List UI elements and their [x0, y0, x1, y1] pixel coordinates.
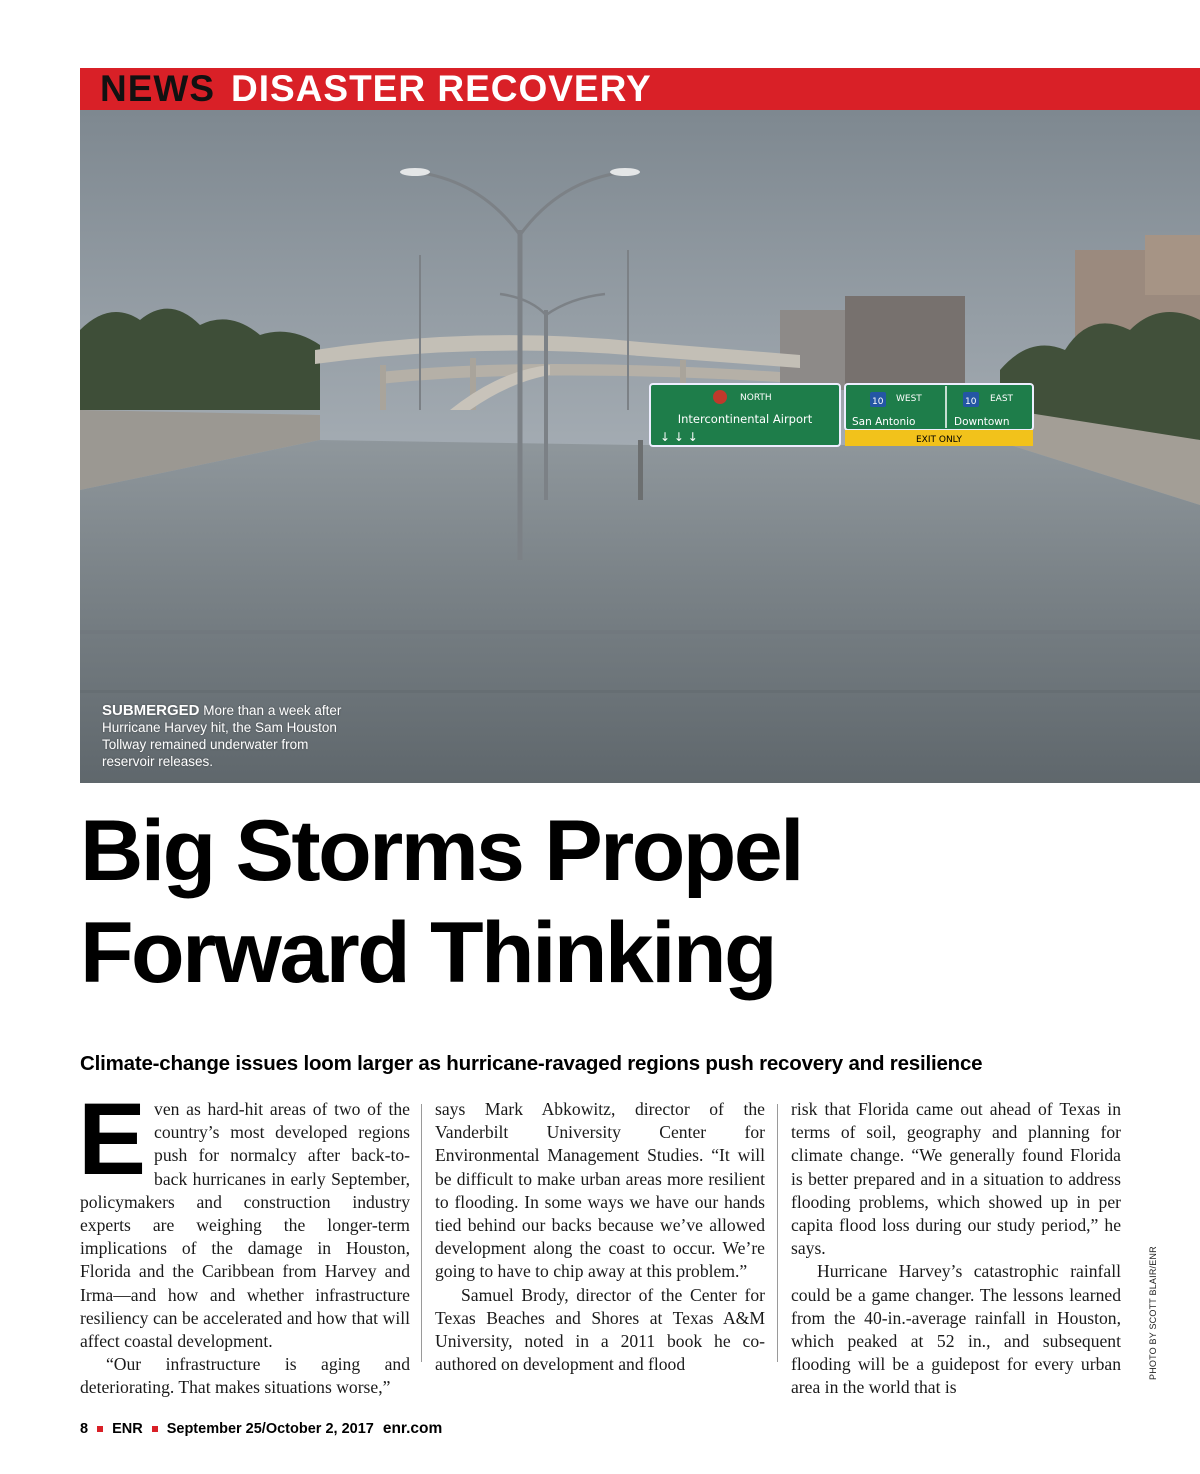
photo-illustration: [80, 110, 1200, 783]
headline: [80, 800, 1080, 1004]
section-label: NEWS: [100, 68, 215, 109]
headline-line-1: Big Storms Propel: [80, 803, 802, 899]
column-divider: [777, 1104, 778, 1362]
paragraph: Samuel Brody, director of the Center for Texas Beaches and Shores at Texas A&M University, noted in a 2011 book he co-authored on development and flood: [435, 1284, 765, 1375]
subsection-label: DISASTER RECOVERY: [231, 68, 652, 109]
dek: Climate-change issues loom larger as hurricane-ravaged regions push recovery and resilience: [80, 1052, 983, 1075]
photo-credit: PHOTO BY SCOTT BLAIR/ENR: [1148, 1246, 1158, 1380]
paragraph: “Our infrastructure is aging and deteriorating. That makes situations worse,”: [80, 1354, 410, 1398]
column-divider: [421, 1104, 422, 1362]
photo-caption: [102, 702, 362, 770]
interstate-number-west: 10: [872, 397, 884, 407]
column-3: [791, 1098, 1121, 1400]
caption-lead: SUBMERGED: [102, 702, 200, 719]
arrow-down-icon: ↓ ↓ ↓: [660, 430, 698, 444]
paragraph: Hurricane Harvey’s catastrophic rainfall could be a game changer. The lessons learned from the 40-in.-average rainfall in Houston, which peaked at 52 in., and subsequent flooding will be a guidepost for every urban area in the world that is: [791, 1261, 1121, 1398]
website: enr.com: [382, 1420, 443, 1437]
separator-square-icon: [97, 1426, 103, 1432]
route-8-shield-icon: [713, 390, 727, 404]
separator-square-icon: [152, 1426, 158, 1432]
paragraph: ven as hard-hit areas of two of the country’s most developed regions push for normalcy after back-to-back hurricanes in early September, policymakers and construction industry experts are weighing the longer-term implications of the damage in Houston, Florida and the Caribbean from Harvey and Irma—and how and whether infrastructure resiliency can be accelerated and how that will affect coastal development.: [80, 1099, 410, 1352]
headline-line-2: Forward Thinking: [80, 905, 776, 1001]
drop-cap: E: [78, 1082, 147, 1196]
east-destination: Downtown: [954, 416, 1010, 428]
lamp-left: [400, 168, 430, 176]
west-destination: San Antonio: [852, 416, 916, 428]
page-number: 8: [80, 1421, 89, 1437]
caption-text: More than a week after Hurricane Harvey hit, the Sam Houston Tollway remained underwater from reservoir releases.: [102, 703, 342, 769]
page-footer: [80, 1418, 442, 1440]
north-label: NORTH: [740, 393, 772, 403]
column-2: [435, 1098, 765, 1376]
magazine-name: ENR: [112, 1421, 143, 1437]
issue-date: September 25/October 2, 2017: [166, 1421, 374, 1437]
section-banner: [80, 68, 1200, 110]
paragraph: says Mark Abkowitz, director of the Vanderbilt University Center for Environmental Management Studies. “It will be difficult to make urban areas more resilient to flooding. In some ways we have our hands tied behind our backs because we’ve allowed development along the coast to occur. We’re going to have to chip away at this problem.”: [435, 1099, 765, 1282]
flooded-highway-photo: [80, 110, 1200, 783]
column-1: [78, 1082, 410, 1400]
lamp-right: [610, 168, 640, 176]
north-destination: Intercontinental Airport: [677, 412, 813, 426]
interstate-number-east: 10: [965, 397, 977, 407]
west-label: WEST: [896, 394, 922, 404]
exit-only-label: EXIT ONLY: [916, 435, 962, 445]
article-body: [78, 1082, 1122, 1398]
paragraph: risk that Florida came out ahead of Texas in terms of soil, geography and planning for climate change. “We generally found Florida is better prepared and in a situation to address flooding problems, which showed up in per capita flood loss during our study period,” he says.: [791, 1099, 1121, 1259]
east-label: EAST: [990, 394, 1014, 404]
gantry-post: [638, 440, 643, 500]
